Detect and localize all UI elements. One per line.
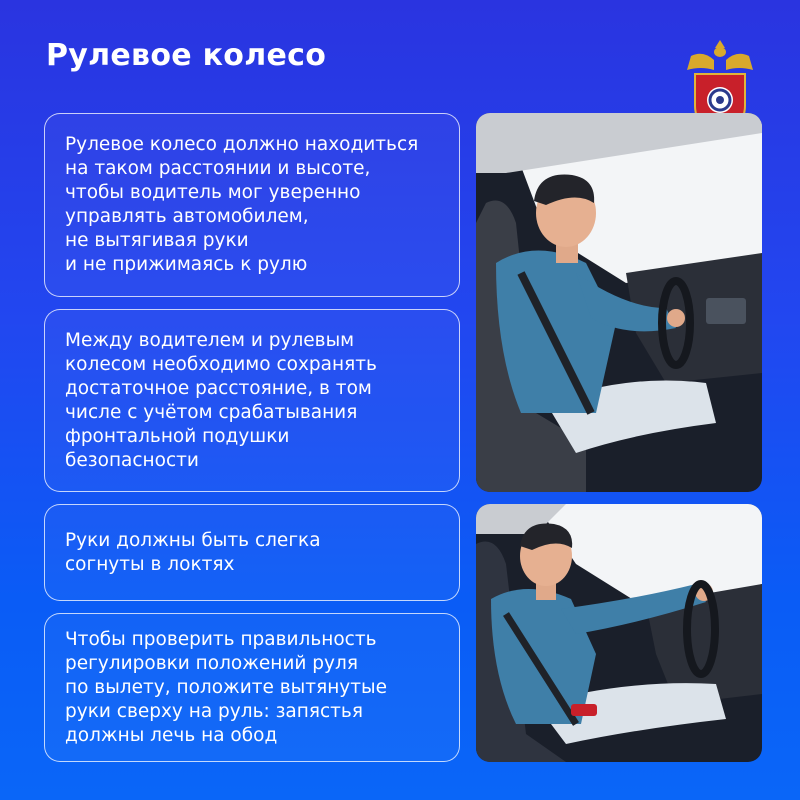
page-title: Рулевое колесо <box>46 38 327 73</box>
info-card-text: Между водителем и рулевым колесом необходимо сохранять достаточное расстояние, в том числе с учётом срабатывания фронтальной подушки безопасности <box>65 329 377 471</box>
info-card-text: Рулевое колесо должно находиться на таком расстоянии и высоте, чтобы водитель мог уверенно управлять автомобилем, не вытягивая руки и не прижимаясь к рулю <box>65 134 419 275</box>
info-card-text: Чтобы проверить правильность регулировки положений руля по вылету, положите вытянутые руки сверху на руль: запястья должны лечь на обод <box>65 628 388 746</box>
info-card <box>44 309 460 492</box>
driver-illustration-icon <box>476 504 762 762</box>
driver-illustration-icon <box>476 113 762 492</box>
info-card-text: Руки должны быть слегка согнуты в локтях <box>65 529 321 575</box>
info-card <box>44 613 460 762</box>
info-card <box>44 113 460 297</box>
info-card <box>44 504 460 601</box>
